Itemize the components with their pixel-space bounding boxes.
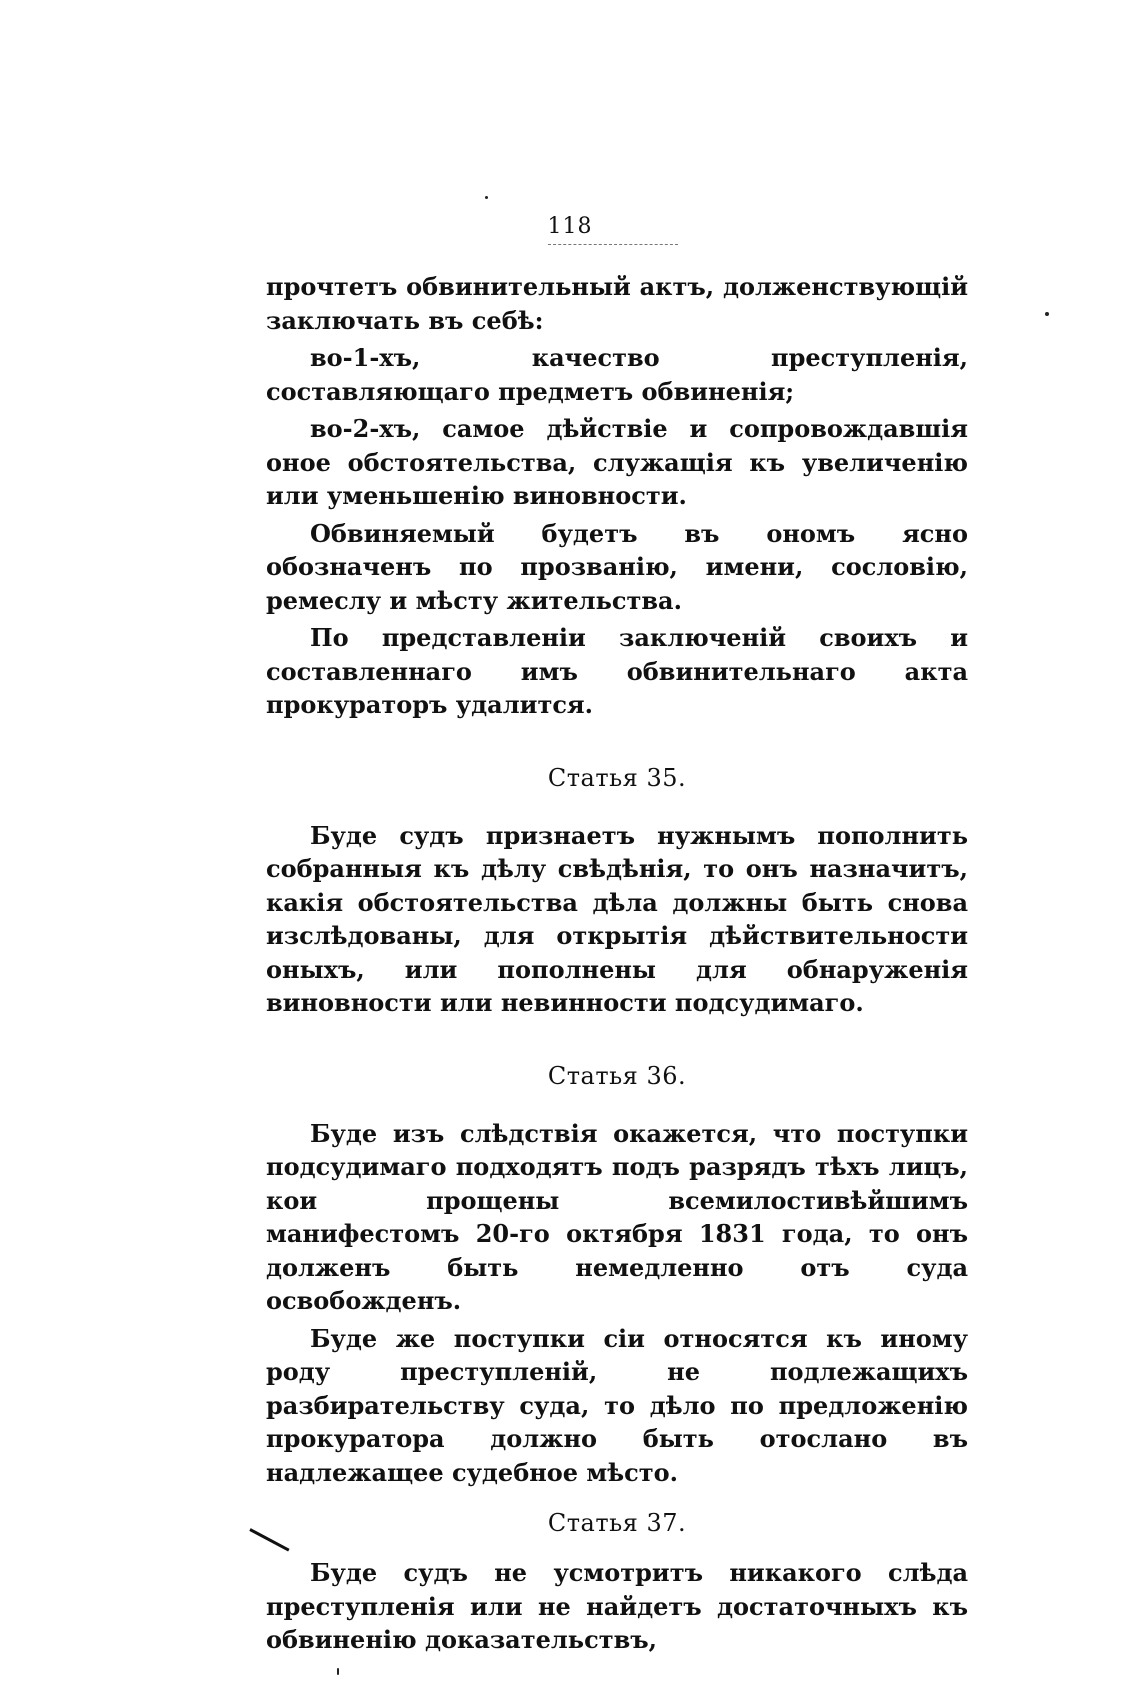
scan-speck-bottom	[337, 1668, 339, 1675]
article-35-title: Статья 35.	[547, 763, 687, 792]
article-36-paragraph-1: Буде изъ слѣдствія окажется, что поступки подсудимаго подходятъ подъ разрядъ тѣхъ лицъ, кои прощены всемилостивѣйшимъ манифестомъ 20-го октября 1831 года, то онъ долженъ быть немедленно отъ суда освобожденъ.	[266, 1118, 968, 1315]
article-37-paragraph-1: Буде судъ не усмотритъ никакого слѣда преступленія или не найдетъ достаточныхъ къ обвиненію доказательствъ,	[266, 1558, 968, 1654]
text-column	[266, 270, 968, 1661]
article-36-title: Статья 36.	[547, 1061, 687, 1090]
article-36-paragraph-2: Буде же поступки сіи относятся къ иному роду преступленій, не подлежащихъ разбирательству суда, то дѣло по предложенію прокуратора должно быть отослано въ надлежащее судебное мѣсто.	[266, 1323, 968, 1487]
article-35-paragraph-1: Буде судъ признаетъ нужнымъ пополнить собранныя къ дѣлу свѣдѣнія, то онъ назначитъ, какія обстоятельства дѣла должны быть снова изслѣдованы, для открытія дѣйствительности оныхъ, или пополнены для обнаруженія виновности или невинности подсудимаго.	[266, 820, 968, 1017]
intro-paragraph-2: во-1-хъ, качество преступленія, составляющаго предметъ обвиненія;	[266, 343, 968, 406]
article-37-title: Статья 37.	[547, 1509, 687, 1537]
page-number: 118	[547, 214, 593, 239]
scan-speck-right	[1045, 312, 1049, 316]
scan-speck-top	[485, 196, 488, 199]
intro-paragraph-3: во-2-хъ, самое дѣйствіе и сопровождавшія оное обстоятельства, служащія къ увеличенію или уменьшенію виновности.	[266, 414, 968, 510]
intro-paragraph-1: прочтетъ обвинительный актъ, долженствующій заключать въ себѣ:	[266, 272, 968, 335]
page-number-rule	[548, 244, 678, 245]
intro-paragraph-4: Обвиняемый будетъ въ ономъ ясно обозначенъ по прозванію, имени, сословію, ремеслу и мѣсту жительства.	[266, 518, 968, 615]
intro-paragraph-5: По представленіи заключеній своихъ и составленнаго имъ обвинительнаго акта прокураторъ удалится.	[266, 623, 968, 719]
